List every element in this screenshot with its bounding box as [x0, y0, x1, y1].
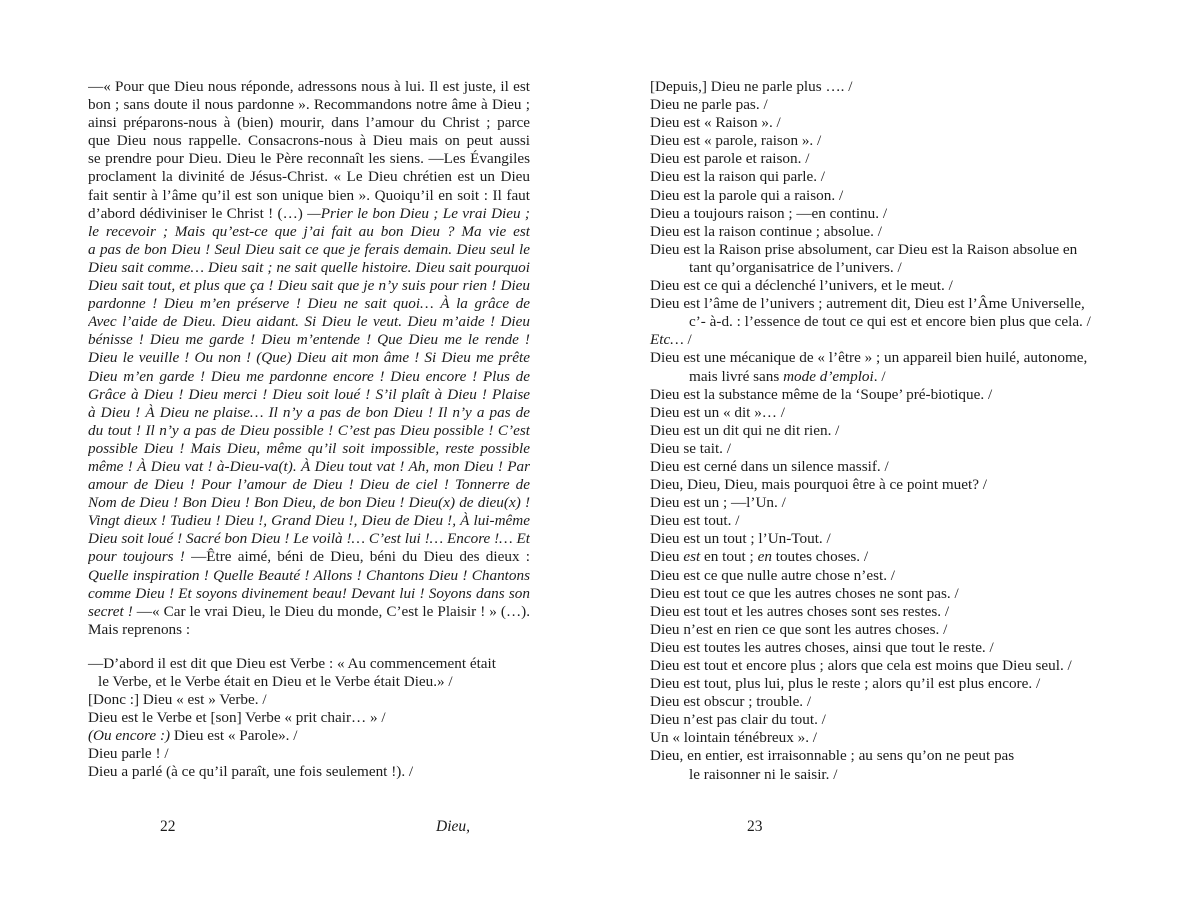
verse [650, 747, 1110, 783]
italic-text: est [683, 548, 701, 566]
page-number-right: 23 [747, 818, 763, 835]
text-run: c’- à-d. : l’essence de tout ce qui est et encore bien plus que cela. / [689, 313, 1091, 331]
verse-line [650, 530, 1110, 548]
verse [650, 331, 1110, 349]
verse [650, 494, 1110, 512]
paragraph-line [88, 313, 530, 331]
page-number-left: 22 [160, 818, 176, 835]
verse [88, 727, 530, 745]
verse [650, 132, 1110, 150]
text-run: Dieu est « Parole». / [170, 727, 298, 745]
paragraph-line [88, 512, 530, 530]
text-run: Dieu est un « dit »… / [650, 403, 785, 421]
verse-line [650, 585, 1110, 603]
verse [88, 745, 530, 763]
text-run: Dieu ne parle pas. / [650, 96, 768, 114]
running-title: Dieu, [436, 818, 471, 835]
paragraph-line [88, 78, 530, 96]
verse-line [650, 295, 1110, 313]
paragraph-line [88, 168, 530, 186]
text-run: Dieu a toujours raison ; —en continu. / [650, 204, 888, 222]
paragraph-line [88, 277, 530, 295]
verse [650, 404, 1110, 422]
verse-continuation-line [88, 673, 530, 691]
text-run: Dieu est tout, plus lui, plus le reste ; alors qu’il est plus encore. / [650, 675, 1041, 693]
verse [650, 277, 1110, 295]
text-run: Dieu, Dieu, Dieu, mais pourquoi être à ce point muet? / [650, 476, 987, 494]
text-run: Dieu est un tout ; l’Un-Tout. / [650, 530, 831, 548]
italic-text: le recevoir ; Mais qu’est-ce que j’ai fait au bon Dieu ? Ma vie est [88, 222, 530, 240]
text-run: Dieu n’est pas clair du tout. / [650, 711, 826, 729]
paragraph-line [88, 548, 530, 566]
text-run: le raisonner ni le saisir. / [689, 765, 838, 783]
verse-line [88, 655, 530, 673]
verse [650, 548, 1110, 566]
italic-text: Grâce à Dieu ! Dieu merci ! Dieu soit loué ! S’il plaît à Dieu ! Plaise [88, 385, 530, 403]
verse-line [650, 567, 1110, 585]
text-run: Dieu est « parole, raison ». / [650, 132, 822, 150]
italic-text: Avec l’aide de Dieu. Dieu aidant. Si Dieu le veut. Dieu m’aide ! Dieu [88, 313, 530, 331]
paragraph-line [88, 223, 530, 241]
italic-text: même ! À Dieu vat ! à-Dieu-va(t). À Dieu tout vat ! Ah, mon Dieu ! Par [88, 457, 530, 475]
verse-continuation-line [650, 259, 1110, 277]
text-run: Dieu est toutes les autres choses, ainsi que tout le reste. / [650, 638, 994, 656]
verse-line [650, 693, 1110, 711]
verse [650, 476, 1110, 494]
paragraph-line [88, 132, 530, 150]
verse-line [650, 747, 1110, 765]
text-run: Dieu est l’âme de l’univers ; autrement dit, Dieu est l’Âme Universelle, [650, 295, 1085, 313]
text-run: Dieu est la raison continue ; absolue. / [650, 222, 882, 240]
paragraph-line [88, 422, 530, 440]
text-run: . / [873, 367, 886, 385]
verse-line [650, 639, 1110, 657]
verse-line [650, 331, 1110, 349]
verse-line [650, 241, 1110, 259]
prose-paragraph [88, 78, 530, 621]
italic-text: comme Dieu ! Et soyons divinement beau! Devant lui ! Soyons dans son [88, 584, 530, 602]
verse [650, 585, 1110, 603]
verse-line [650, 223, 1110, 241]
verse-line [650, 404, 1110, 422]
text-run: Dieu parle ! / [88, 745, 169, 763]
paragraph-line [88, 386, 530, 404]
text-run: —« Car le vrai Dieu, le Dieu du monde, C’est le Plaisir ! » (…). [136, 602, 530, 620]
text-run: en tout ; [700, 548, 758, 566]
text-run: —D’abord il est dit que Dieu est Verbe : « Au commencement était [88, 654, 496, 672]
italic-text: Dieu soit loué ! Sacré bon Dieu ! Le voilà !… C’est lui !… Encore !… Et [88, 530, 530, 548]
text-run: Dieu est la raison qui parle. / [650, 168, 826, 186]
stanza-gap [88, 639, 530, 655]
paragraph-line [88, 114, 530, 132]
paragraph-line [88, 241, 530, 259]
verse-line [650, 422, 1110, 440]
verse-line [650, 476, 1110, 494]
italic-text: en [757, 548, 772, 566]
verse [650, 78, 1110, 96]
verse [650, 675, 1110, 693]
paragraph-line [88, 259, 530, 277]
italic-text: à Dieu ! À Dieu ne plaise… Il n’y a pas de bon Dieu ! Il n’y a pas de [88, 403, 530, 421]
text-run: Dieu est la parole qui a raison. / [650, 186, 844, 204]
paragraph-line [88, 404, 530, 422]
verse [650, 349, 1110, 385]
paragraph-line [88, 440, 530, 458]
verse [650, 187, 1110, 205]
verse [88, 709, 530, 727]
italic-text: Dieu sait comme… Dieu sait ; ne sait quelle histoire. Dieu sait pourquoi [88, 258, 530, 276]
verse-list [88, 655, 530, 782]
verse [650, 205, 1110, 223]
text-run: Dieu est parole et raison. / [650, 150, 810, 168]
verse [650, 603, 1110, 621]
italic-text: —Prier le bon Dieu ; Le vrai Dieu ; [307, 204, 530, 222]
text-run: Dieu est ce que nulle autre chose n’est. / [650, 566, 896, 584]
paragraph-line [88, 150, 530, 168]
italic-text: Dieu sait tout, et plus que ça ! Dieu sait que je n’y suis pour rien ! Dieu [88, 277, 530, 295]
text-run: [Donc :] Dieu « est » Verbe. / [88, 691, 267, 709]
italic-text: Dieu le veuille ! Ou non ! (Que) Dieu ait mon âme ! Si Dieu me prête [88, 349, 530, 367]
italic-text: pour toujours ! [88, 548, 192, 566]
paragraph-line [88, 295, 530, 313]
text-run: Dieu se tait. / [650, 439, 731, 457]
verse-line [650, 711, 1110, 729]
verse [650, 567, 1110, 585]
verse-continuation-line [650, 313, 1110, 331]
italic-text: possible Dieu ! Mais Dieu, même qu’il soit impossible, reste possible [88, 439, 530, 457]
verse [650, 530, 1110, 548]
italic-text: (Ou encore :) [88, 727, 171, 745]
text-run: —« Pour que Dieu nous réponde, adressons nous à lui. Il est juste, il est [88, 78, 530, 95]
text-run: Dieu a parlé (à ce qu’il paraît, une fois seulement !). / [88, 763, 414, 781]
verse-line [650, 548, 1110, 566]
text-run: [Depuis,] Dieu ne parle plus …. / [650, 78, 853, 95]
verse-line [650, 675, 1110, 693]
paragraph-line [88, 458, 530, 476]
text-run: ainsi préparons-nous à (bien) mourir, dans l’amour du Christ ; parce [88, 114, 530, 132]
verse [650, 657, 1110, 675]
verse-line [650, 205, 1110, 223]
paragraph-line [88, 530, 530, 548]
paragraph-line [88, 585, 530, 603]
text-run: Dieu est un dit qui ne dit rien. / [650, 421, 840, 439]
paragraph-line [88, 331, 530, 349]
verse [650, 295, 1110, 331]
paragraph-line [88, 349, 530, 367]
verse-continuation-line [650, 368, 1110, 386]
verse [650, 711, 1110, 729]
italic-text: Nom de Dieu ! Bon Dieu ! Bon Dieu, de bon Dieu ! Dieu(x) de dieu(x) ! [88, 494, 530, 512]
verse [650, 96, 1110, 114]
verse-line [650, 96, 1110, 114]
verse [650, 168, 1110, 186]
italic-text: du tout ! Il n’y a pas de Dieu possible ! C’est pas Dieu possible ! C’est [88, 421, 530, 439]
text-run: Dieu, en entier, est irraisonnable ; au sens qu’on ne peut pas [650, 747, 1015, 765]
left-page [88, 78, 530, 782]
verse [650, 422, 1110, 440]
verse [650, 729, 1110, 747]
text-run: Dieu [650, 548, 684, 566]
verse [88, 691, 530, 709]
italic-text: Etc… [650, 331, 684, 349]
verse-line [88, 745, 530, 763]
verse [650, 512, 1110, 530]
right-page [650, 78, 1110, 784]
verse [88, 655, 530, 691]
text-run: Dieu est « Raison ». / [650, 114, 781, 132]
paragraph-line [88, 476, 530, 494]
text-run: bon ; sans doute il nous pardonne ». Recommandons notre âme à Dieu ; [88, 96, 530, 114]
verse [650, 150, 1110, 168]
text-run: mais livré sans [689, 367, 784, 385]
verse [650, 386, 1110, 404]
text-run: que Dieu nous rappelle. Consacrons-nous à Dieu mais on peut aussi [88, 132, 530, 150]
text-run: Dieu est un ; —l’Un. / [650, 494, 786, 512]
verse-line [650, 494, 1110, 512]
text-run: Dieu est tout ce que les autres choses ne sont pas. / [650, 584, 959, 602]
text-run: d’abord dédiviniser le Christ ! (…) [88, 204, 308, 222]
italic-text: pardonne ! Dieu m’en préserve ! Dieu ne sait quoi… À la grâce de [88, 295, 530, 313]
verse [650, 440, 1110, 458]
text-run: Dieu est obscur ; trouble. / [650, 693, 812, 711]
text-run: tant qu’organisatrice de l’univers. / [689, 258, 902, 276]
verse-line [650, 512, 1110, 530]
verse-line [650, 78, 1110, 96]
text-run: Dieu est le Verbe et [son] Verbe « prit chair… » / [88, 709, 386, 727]
paragraph-line [88, 368, 530, 386]
verse-line [650, 657, 1110, 675]
verse-list [650, 78, 1110, 784]
verse-line [650, 603, 1110, 621]
italic-text: Quelle inspiration ! Quelle Beauté ! Allons ! Chantons Dieu ! Chantons [88, 566, 530, 584]
paragraph-line [88, 96, 530, 114]
verse [650, 621, 1110, 639]
verse-line [650, 150, 1110, 168]
text-run: Dieu est tout. / [650, 512, 740, 530]
italic-text: bénisse ! Dieu me garde ! Dieu m’entende ! Que Dieu me le rende ! [88, 331, 530, 349]
verse [88, 763, 530, 781]
text-run: Dieu est tout et les autres choses sont ses restes. / [650, 602, 950, 620]
verse-line [650, 440, 1110, 458]
paragraph-line [88, 494, 530, 512]
italic-text: secret ! [88, 602, 137, 620]
verse [650, 458, 1110, 476]
text-run: Dieu est une mécanique de « l’être » ; un appareil bien huilé, autonome, [650, 349, 1088, 367]
verse-continuation-line [650, 766, 1110, 784]
verse-line [650, 114, 1110, 132]
verse-line [88, 691, 530, 709]
text-run: Dieu est la Raison prise absolument, car Dieu est la Raison absolue en [650, 240, 1078, 258]
italic-text: a pas de bon Dieu ! Seul Dieu sait ce que je ferais demain. Dieu seul le [88, 240, 530, 258]
text-run: —Être aimé, béni de Dieu, béni du Dieu des dieux : [191, 548, 530, 566]
verse-line [650, 729, 1110, 747]
text-run: Dieu est ce qui a déclenché l’univers, et le meut. / [650, 277, 953, 295]
verse-line [650, 349, 1110, 367]
text-run: toutes choses. / [771, 548, 869, 566]
verse-line [88, 709, 530, 727]
text-run: le Verbe, et le Verbe était en Dieu et le Verbe était Dieu.» / [98, 673, 453, 690]
verse [650, 241, 1110, 277]
text-run: fait sentir à l’âme qu’il est son unique bien ». Quoiqu’il en soit : Il faut [88, 186, 530, 204]
text-run: / [683, 331, 692, 349]
text-run: Dieu est tout et encore plus ; alors que cela est moins que Dieu seul. / [650, 657, 1072, 674]
paragraph-line [88, 187, 530, 205]
verse-line [650, 386, 1110, 404]
text-run: proclament la divinité de Jésus-Christ. « Le Dieu chrétien est un Dieu [88, 168, 530, 186]
verse [650, 114, 1110, 132]
italic-text: Dieu m’en garde ! Dieu me pardonne encore ! Dieu encore ! Plus de [88, 367, 530, 385]
paragraph-line [88, 567, 530, 585]
verse-line [88, 763, 530, 781]
verse-line [650, 277, 1110, 295]
italic-text: mode d’emploi [783, 367, 874, 385]
text-run: Dieu est cerné dans un silence massif. / [650, 457, 889, 475]
text-run: Dieu n’est en rien ce que sont les autres choses. / [650, 620, 948, 638]
verse-line [650, 458, 1110, 476]
verse [650, 693, 1110, 711]
verse [650, 639, 1110, 657]
verse [650, 223, 1110, 241]
verse-line [650, 132, 1110, 150]
verse-line [650, 621, 1110, 639]
italic-text: amour de Dieu ! Pour l’amour de Dieu ! Dieu de ciel ! Tonnerre de [88, 476, 530, 494]
text-run: Un « lointain ténébreux ». / [650, 729, 818, 747]
verse-line [650, 168, 1110, 186]
verse-line [650, 187, 1110, 205]
paragraph-line [88, 205, 530, 223]
italic-text: Vingt dieux ! Tudieu ! Dieu !, Grand Dieu !, Dieu de Dieu !, À lui-même [88, 512, 530, 530]
text-run: se prendre pour Dieu. Dieu le Père reconnaît les siens. —Les Évangiles [88, 150, 530, 168]
verse-line [88, 727, 530, 745]
paragraph-line [88, 603, 530, 621]
paragraph-last-line: Mais reprenons : [88, 620, 191, 638]
text-run: Dieu est la substance même de la ‘Soupe’ pré-biotique. / [650, 385, 993, 403]
